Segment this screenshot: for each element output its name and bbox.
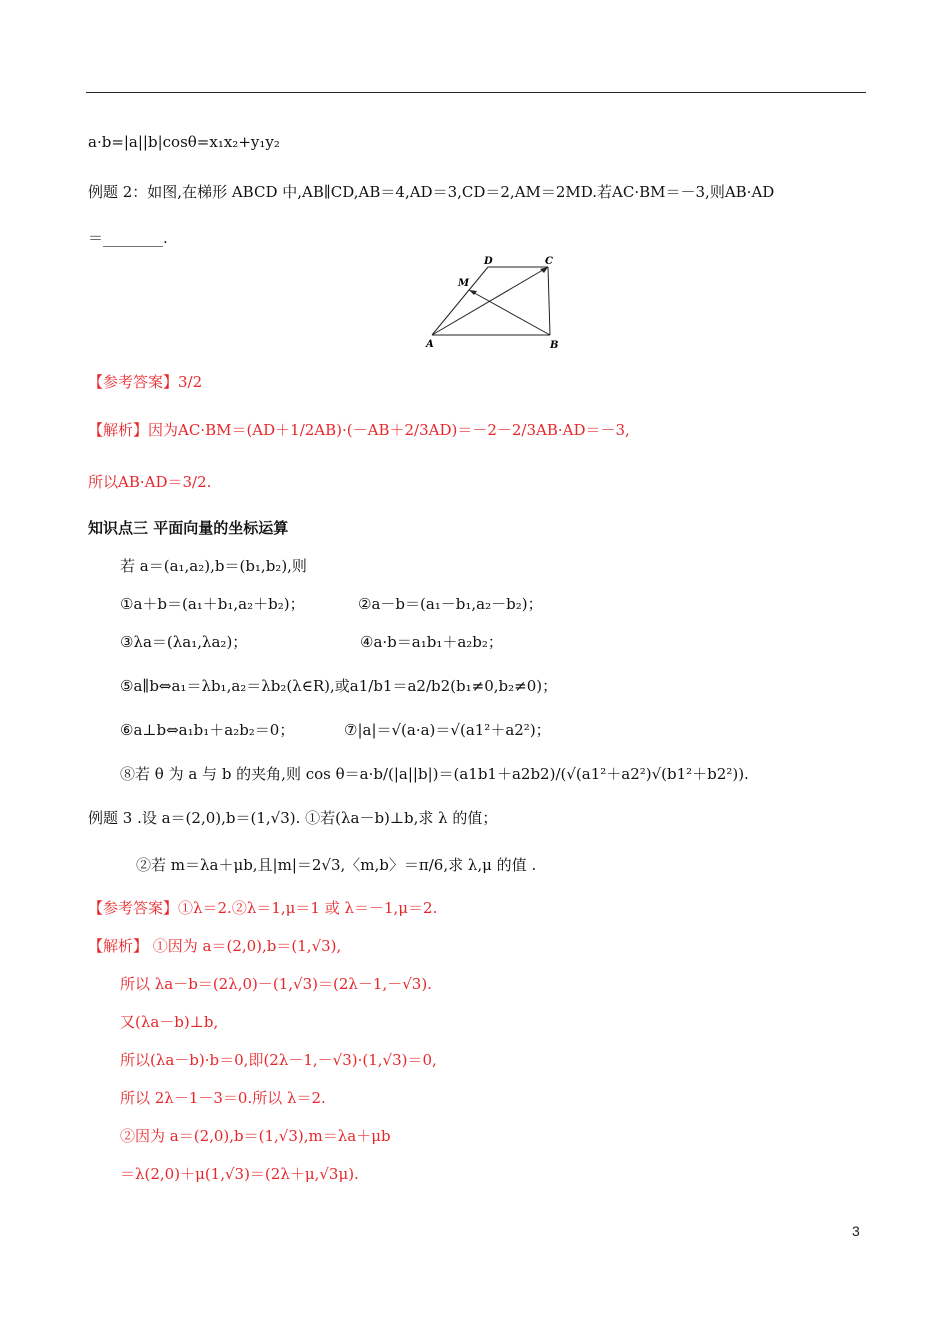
analysis3-line7: ＝λ(2,0)＋μ(1,√3)＝(2λ＋μ,√3μ). xyxy=(120,1165,359,1183)
label-d: D xyxy=(484,256,493,267)
analysis2-line1: 【解析】因为AC·BM＝(AD＋1/2AB)·(－AB＋2/3AD)＝－2－2/3AB·AD＝－3, xyxy=(88,421,630,439)
example2-question: 例题 2：如图,在梯形 ABCD 中,AB∥CD,AB＝4,AD＝3,CD＝2,AM＝2MD.若AC·BM＝－3,则AB·AD xyxy=(88,183,775,201)
analysis3-line4: 所以(λa－b)·b＝0,即(2λ－1,－√3)·(1,√3)＝0, xyxy=(120,1051,437,1069)
rule-4: ④a·b＝a₁b₁＋a₂b₂； xyxy=(360,633,503,651)
example3-line2: ②若 m＝λa＋μb,且|m|＝2√3,〈m,b〉＝π/6,求 λ,μ 的值 . xyxy=(136,856,537,874)
rule-8: ⑧若 θ 为 a 与 b 的夹角,则 cos θ＝a·b/(|a||b|)＝(a1b1＋a2b2)/(√(a1²＋a2²)√(b1²＋b2²)). xyxy=(120,765,749,783)
analysis3-line5: 所以 2λ－1－3＝0.所以 λ＝2. xyxy=(120,1089,326,1107)
label-m: M xyxy=(458,278,470,289)
rule-2: ②a－b＝(a₁－b₁,a₂－b₂)； xyxy=(358,595,543,613)
page-number: 3 xyxy=(852,1223,860,1239)
rule-7: ⑦|a|＝√(a·a)＝√(a1²＋a2²)； xyxy=(344,721,551,739)
rules-intro: 若 a＝(a₁,a₂),b＝(b₁,b₂),则 xyxy=(120,557,307,575)
section3-title: 知识点三 平面向量的坐标运算 xyxy=(88,519,289,537)
rule-5: ⑤a∥b⇔a₁＝λb₁,a₂＝λb₂(λ∈R),或a1/b1＝a2/b2(b₁≠0,b₂≠0)； xyxy=(120,677,558,695)
rule-6: ⑥a⊥b⇔a₁b₁＋a₂b₂＝0； xyxy=(120,721,295,739)
dot-product-formula: a·b=|a||b|cosθ=x₁x₂+y₁y₂ xyxy=(88,133,280,151)
answer2: 【参考答案】3/2 xyxy=(88,373,203,391)
label-c: C xyxy=(545,256,553,267)
answer3: 【参考答案】①λ＝2.②λ＝1,μ＝1 或 λ＝－1,μ＝2. xyxy=(88,899,438,917)
analysis3-line3: 又(λa－b)⊥b, xyxy=(120,1013,219,1031)
rule-3: ③λa＝(λa₁,λa₂)； xyxy=(120,633,248,651)
analysis3-line2: 所以 λa－b＝(2λ,0)－(1,√3)＝(2λ－1,－√3). xyxy=(120,975,432,993)
label-a: A xyxy=(426,339,434,350)
analysis3-line1: 【解析】 ①因为 a＝(2,0),b＝(1,√3), xyxy=(88,937,342,955)
rule-1: ①a＋b＝(a₁＋b₁,a₂＋b₂)； xyxy=(120,595,305,613)
example2-blank: ＝________. xyxy=(88,229,168,247)
label-b: B xyxy=(550,340,559,351)
analysis3-line6: ②因为 a＝(2,0),b＝(1,√3),m＝λa＋μb xyxy=(120,1127,391,1145)
analysis2-line2: 所以AB·AD＝3/2. xyxy=(88,473,212,491)
example3-line1: 例题 3 .设 a＝(2,0),b＝(1,√3). ①若(λa－b)⊥b,求 λ 的值； xyxy=(88,809,498,827)
header-rule xyxy=(86,92,866,93)
trapezoid-figure xyxy=(420,252,570,357)
